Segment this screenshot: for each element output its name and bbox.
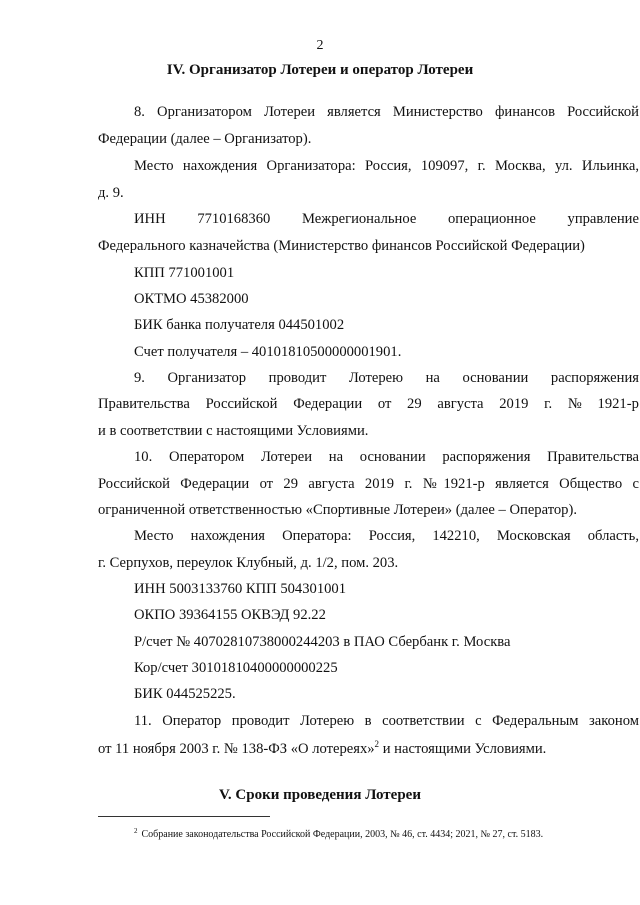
inn-kpp-line: ИНН 5003133760 КПП 504301001: [134, 581, 347, 597]
section-4-title: IV. Организатор Лотереи и оператор Лотереи: [166, 62, 474, 78]
bik-2-line: БИК 044525225.: [134, 686, 236, 702]
section-5-title: V. Сроки проведения Лотереи: [219, 787, 421, 803]
account-line: Счет получателя – 40101810500000001901.: [134, 344, 402, 360]
p9-word: Организатор: [167, 370, 247, 386]
footnote: [134, 827, 543, 840]
p9-word: Федерации: [293, 396, 363, 412]
organizer-location-line-2: д. 9.: [98, 185, 124, 201]
inn-word: 7710168360: [197, 211, 271, 227]
p9-word: №: [567, 396, 582, 412]
p9-word: 2019: [499, 396, 529, 412]
operator-location-line-2: г. Серпухов, переулок Клубный, д. 1/2, пом. 203.: [98, 555, 399, 571]
okpo-line: ОКПО 39364155 ОКВЭД 92.22: [134, 607, 326, 623]
paragraph-11-line-1: 11. Оператор проводит Лотерею в соответствии с Федеральным законом: [134, 713, 639, 729]
inn-word: управление: [567, 211, 639, 227]
paragraph-10-line-2: Российской Федерации от 29 августа 2019 г. №1921-р является Общество с: [98, 476, 639, 492]
inn-word: операционное: [447, 211, 536, 227]
footnote-mark: 2: [134, 827, 138, 835]
settlement-account-line: Р/счет № 40702810738000244203 в ПАО Сбербанк г. Москва: [134, 634, 511, 650]
p9-word: 9.: [134, 370, 145, 386]
inn-word: Межрегиональное: [301, 211, 417, 227]
inn-line: [134, 211, 639, 228]
p9-word: Правительства: [98, 396, 190, 412]
footnote-text: Собрание законодательства Российской Федерации, 2003, № 46, ст. 4434; 2021, № 27, ст. 5183.: [141, 829, 544, 840]
p9-word: августа: [437, 396, 484, 412]
p9-word: основании: [462, 370, 529, 386]
correspondent-account-line: Кор/счет 30101810400000000225: [134, 660, 338, 676]
inn-word: ИНН: [134, 211, 166, 227]
paragraph-10-line-1: 10. Оператором Лотереи на основании распоряжения Правительства: [134, 449, 639, 465]
bik-line: БИК банка получателя 044501002: [134, 317, 345, 333]
p9-word: 29: [407, 396, 422, 412]
page-number: 2: [316, 38, 324, 53]
organizer-location-line-1: Место нахождения Организатора: Россия, 109097, г. Москва, ул. Ильинка,: [134, 158, 639, 174]
p9-word: Лотерею: [348, 370, 404, 386]
paragraph-9-line-3: и в соответствии с настоящими Условиями.: [98, 423, 369, 439]
p9-word: на: [425, 370, 440, 386]
paragraph-9-line-1: [134, 370, 639, 387]
p9-word: распоряжения: [550, 370, 639, 386]
paragraph-8-line-1: 8. Организатором Лотереи является Министерство финансов Российской: [134, 104, 639, 120]
footnote-reference: 2: [374, 739, 380, 749]
paragraph-9-line-2: [98, 396, 639, 413]
p9-word: проводит: [268, 370, 327, 386]
p9-word: от: [377, 396, 392, 412]
p9-word: Российской: [205, 396, 278, 412]
oktmo-line: ОКТМО 45382000: [134, 291, 249, 307]
kpp-line: КПП 771001001: [134, 265, 235, 281]
p9-word: г.: [544, 396, 553, 412]
paragraph-11-line-2: [98, 739, 546, 758]
inn-line-2: Федерального казначейства (Министерство финансов Российской Федерации): [98, 238, 585, 254]
paragraph-10-line-3: ограниченной ответственностью «Спортивные Лотереи» (далее – Оператор).: [98, 502, 577, 518]
footnote-divider: [98, 816, 270, 817]
paragraph-11-text-a: от 11 ноября 2003 г. № 138-ФЗ «О лотереях»: [98, 741, 375, 757]
p9-word: 1921-р: [597, 396, 639, 412]
operator-location-line-1: Место нахождения Оператора: Россия, 142210, Московская область,: [134, 528, 639, 544]
paragraph-8-line-2: Федерации (далее – Организатор).: [98, 131, 312, 147]
paragraph-11-text-b: и настоящими Условиями.: [379, 741, 547, 757]
